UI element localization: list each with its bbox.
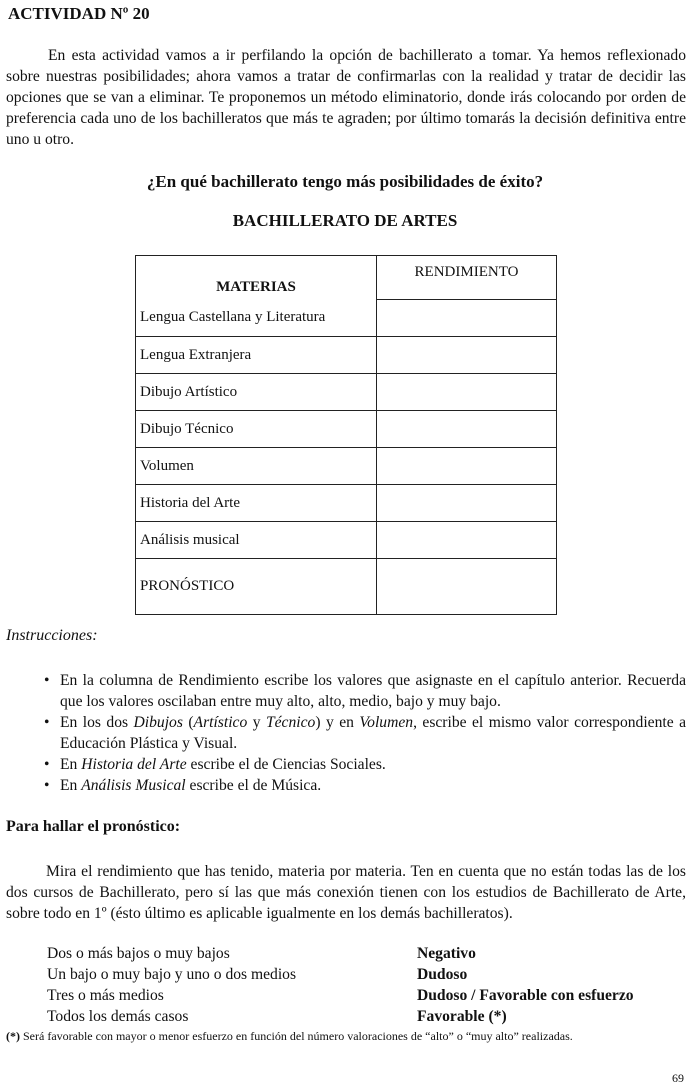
subject-cell: Dibujo Artístico (136, 374, 377, 411)
rules-list (47, 943, 687, 1027)
rendimiento-cell[interactable] (377, 522, 557, 559)
subject-cell: Historia del Arte (136, 485, 377, 522)
footnote: (*) Será favorable con mayor o menor esfuerzo en función del número valoraciones de “alto” o “muy alto” realizadas. (6, 1029, 573, 1043)
rule-result: Negativo (417, 945, 476, 962)
activity-title: ACTIVIDAD Nº 20 (8, 4, 150, 23)
rendimiento-cell[interactable] (377, 411, 557, 448)
rule-condition: Todos los demás casos (47, 1008, 189, 1025)
table-row (136, 448, 557, 485)
intro-paragraph: En esta actividad vamos a ir perfilando la opción de bachillerato a tomar. Ya hemos reflexionado sobre nuestras posibilidades; ahora vamos a tratar de confirmarlas con la realidad y tratar de decidir las opciones que se van a eliminar. Te proponemos un método eliminatorio, donde irás colocando por orden de preferencia cada uno de los bachilleratos que más te agraden; por último tomarás la decisión definitiva entre uno u otro. (6, 47, 686, 148)
rule-condition: Tres o más medios (47, 987, 164, 1004)
rule-row (47, 943, 687, 964)
rule-row (47, 985, 687, 1006)
list-item: • En los dos Dibujos (Artístico y Técnico) y en Volumen, escribe el mismo valor correspondiente a Educación Plástica y Visual. (44, 712, 686, 754)
rendimiento-cell[interactable] (377, 300, 557, 337)
rule-result: Dudoso / Favorable con esfuerzo (417, 987, 634, 1004)
header-rendimiento: RENDIMIENTO (377, 256, 557, 300)
rendimiento-cell[interactable] (377, 374, 557, 411)
rendimiento-cell[interactable] (377, 337, 557, 374)
table-row (136, 411, 557, 448)
rule-condition: Dos o más bajos o muy bajos (47, 945, 230, 962)
pronostico-title: Para hallar el pronóstico: (6, 818, 181, 835)
subject-cell: Volumen (136, 448, 377, 485)
bachillerato-title: BACHILLERATO DE ARTES (232, 211, 458, 230)
instructions-list (44, 670, 686, 796)
rule-condition: Un bajo o muy bajo y uno o dos medios (47, 966, 297, 983)
pronostico-cell[interactable] (377, 559, 557, 615)
table-row (136, 300, 557, 337)
subject-cell: Dibujo Técnico (136, 411, 377, 448)
subject-cell: Lengua Extranjera (136, 337, 377, 374)
pronostico-paragraph: Mira el rendimiento que has tenido, materia por materia. Ten en cuenta que no están todas las de los dos cursos de Bachillerato, pero sí las que más conexión tienen con los estudios de Bachillerato de Arte, sobre todo en 1º (ésto último es aplicable igualmente en los demás bachilleratos). (6, 863, 686, 922)
question-heading: ¿En qué bachillerato tengo más posibilidades de éxito? (146, 172, 544, 191)
rule-row (47, 964, 687, 985)
pronostico-label: PRONÓSTICO (136, 559, 377, 615)
table-row (136, 337, 557, 374)
subjects-table (135, 255, 557, 615)
instructions-label: Instrucciones: (6, 627, 98, 644)
table-row (136, 374, 557, 411)
list-item: • En Historia del Arte escribe el de Ciencias Sociales. (44, 754, 686, 775)
rendimiento-cell[interactable] (377, 485, 557, 522)
subject-cell: Análisis musical (136, 522, 377, 559)
pronostico-row (136, 559, 557, 615)
rule-row (47, 1006, 687, 1027)
page-number: 69 (672, 1071, 684, 1085)
list-item: • En Análisis Musical escribe el de Música. (44, 775, 686, 796)
rule-result: Dudoso (417, 966, 468, 983)
header-materias: MATERIAS (136, 256, 377, 300)
rule-result: Favorable (*) (417, 1008, 507, 1025)
table-header-row (136, 256, 557, 300)
rendimiento-cell[interactable] (377, 448, 557, 485)
table-row (136, 485, 557, 522)
list-item: • En la columna de Rendimiento escribe los valores que asignaste en el capítulo anterior. Recuerda que los valores oscilaban entre muy alto, alto, medio, bajo y muy bajo. (44, 670, 686, 712)
table-row (136, 522, 557, 559)
subject-cell: Lengua Castellana y Literatura (136, 300, 377, 337)
